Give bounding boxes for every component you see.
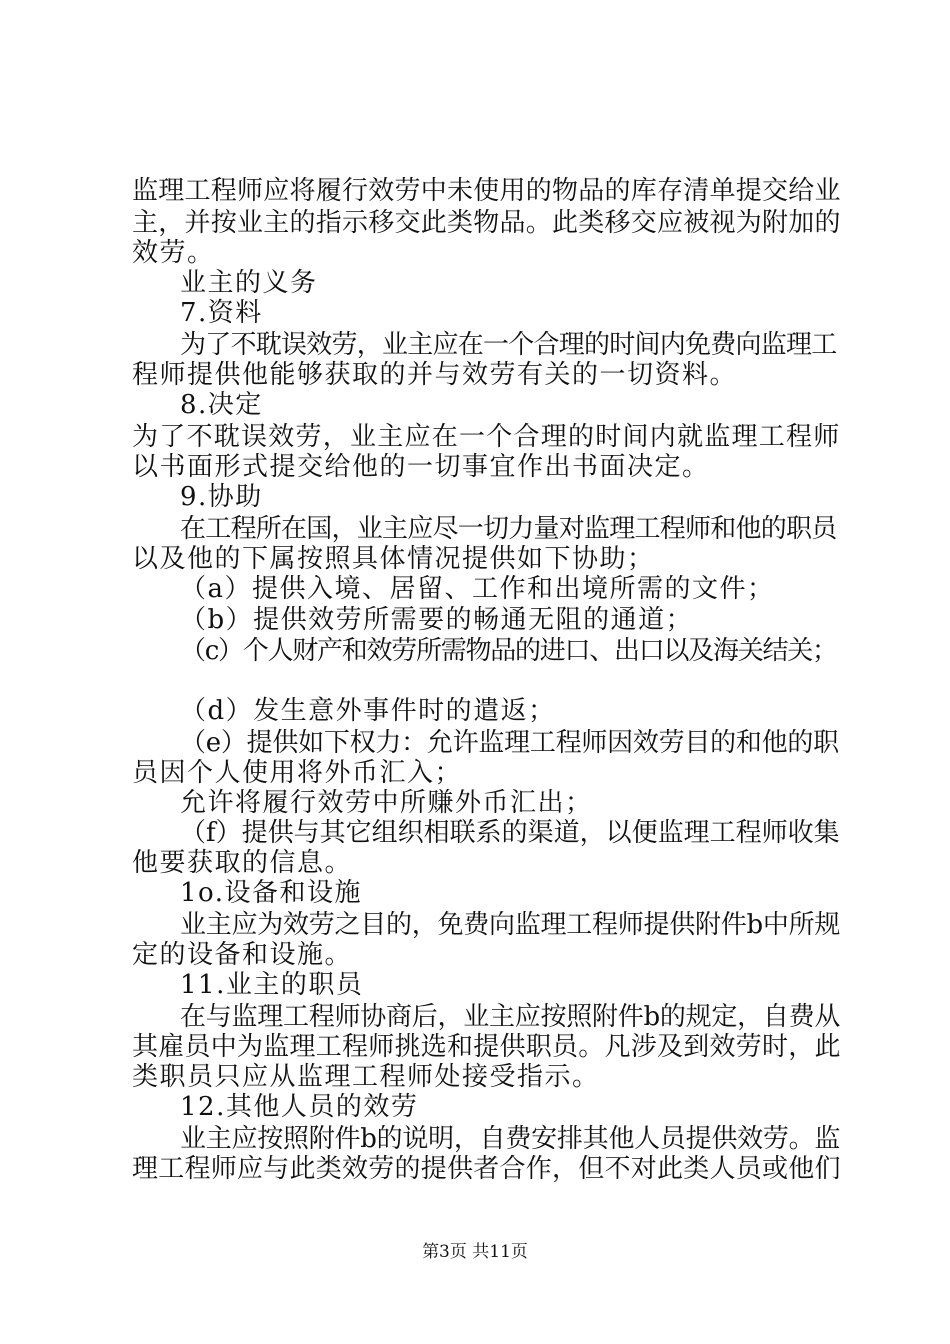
list-item: （e）提供如下权力：允许监理工程师因效劳目的和他的职 bbox=[180, 728, 839, 758]
text-line: 效劳。 bbox=[132, 238, 215, 268]
list-item: （a）提供入境、居留、工作和出境所需的文件； bbox=[180, 574, 775, 604]
text-line: 业主应为效劳之目的，免费向监理工程师提供附件b中所规 bbox=[180, 910, 841, 940]
clause-heading: 8.决定 bbox=[180, 390, 263, 420]
text-line: 在工程所在国，业主应尽一切力量对监理工程师和他的职员 bbox=[180, 514, 837, 544]
text-line: 以书面形式提交给他的一切事宜作出书面决定。 bbox=[132, 452, 710, 482]
text-line: 定的设备和设施。 bbox=[132, 940, 353, 970]
clause-heading: 1o.设备和设施 bbox=[180, 878, 363, 908]
text-line: 主，并按业主的指示移交此类物品。此类移交应被视为附加的 bbox=[132, 208, 841, 238]
list-item: （f）提供与其它组织相联系的渠道，以便监理工程师收集 bbox=[180, 818, 840, 848]
text-line: 类职员只应从监理工程师处接受指示。 bbox=[132, 1062, 600, 1092]
text-line: 员因个人使用将外币汇入； bbox=[132, 758, 463, 788]
section-heading: 业主的义务 bbox=[180, 268, 318, 298]
list-item: （d）发生意外事件时的遣返； bbox=[180, 696, 556, 726]
list-item: （b）提供效劳所需要的畅通无阻的通道； bbox=[180, 605, 694, 635]
text-line: 允许将履行效劳中所赚外币汇出； bbox=[180, 788, 593, 818]
text-line: 程师提供他能够获取的并与效劳有关的一切资料。 bbox=[132, 360, 738, 390]
clause-heading: 9.协助 bbox=[180, 482, 263, 512]
text-line: 为了不耽误效劳，业主应在一个合理的时间内就监理工程师 bbox=[132, 422, 841, 452]
page-number-footer: 第3页 共11页 bbox=[422, 1242, 528, 1262]
text-line: 在与监理工程师协商后，业主应按照附件b的规定，自费从 bbox=[180, 1002, 841, 1032]
text-line: 业主应按照附件b的说明，自费安排其他人员提供效劳。监 bbox=[180, 1124, 841, 1154]
clause-heading: 12.其他人员的效劳 bbox=[180, 1092, 419, 1122]
text-line: 理工程师应与此类效劳的提供者合作，但不对此类人员或他们 bbox=[132, 1154, 841, 1184]
text-line: 他要获取的信息。 bbox=[132, 848, 353, 878]
text-line: 其雇员中为监理工程师挑选和提供职员。凡涉及到效劳时，此 bbox=[132, 1032, 841, 1062]
clause-heading: 11.业主的职员 bbox=[180, 970, 364, 1000]
text-line: 监理工程师应将履行效劳中未使用的物品的库存清单提交给业 bbox=[132, 176, 841, 206]
list-item: （c）个人财产和效劳所需物品的进口、出口以及海关结关； bbox=[180, 636, 837, 666]
clause-heading: 7.资料 bbox=[180, 298, 263, 328]
text-line: 为了不耽误效劳，业主应在一个合理的时间内免费向监理工 bbox=[180, 330, 837, 360]
text-line: 以及他的下属按照具体情况提供如下协助； bbox=[132, 544, 655, 574]
